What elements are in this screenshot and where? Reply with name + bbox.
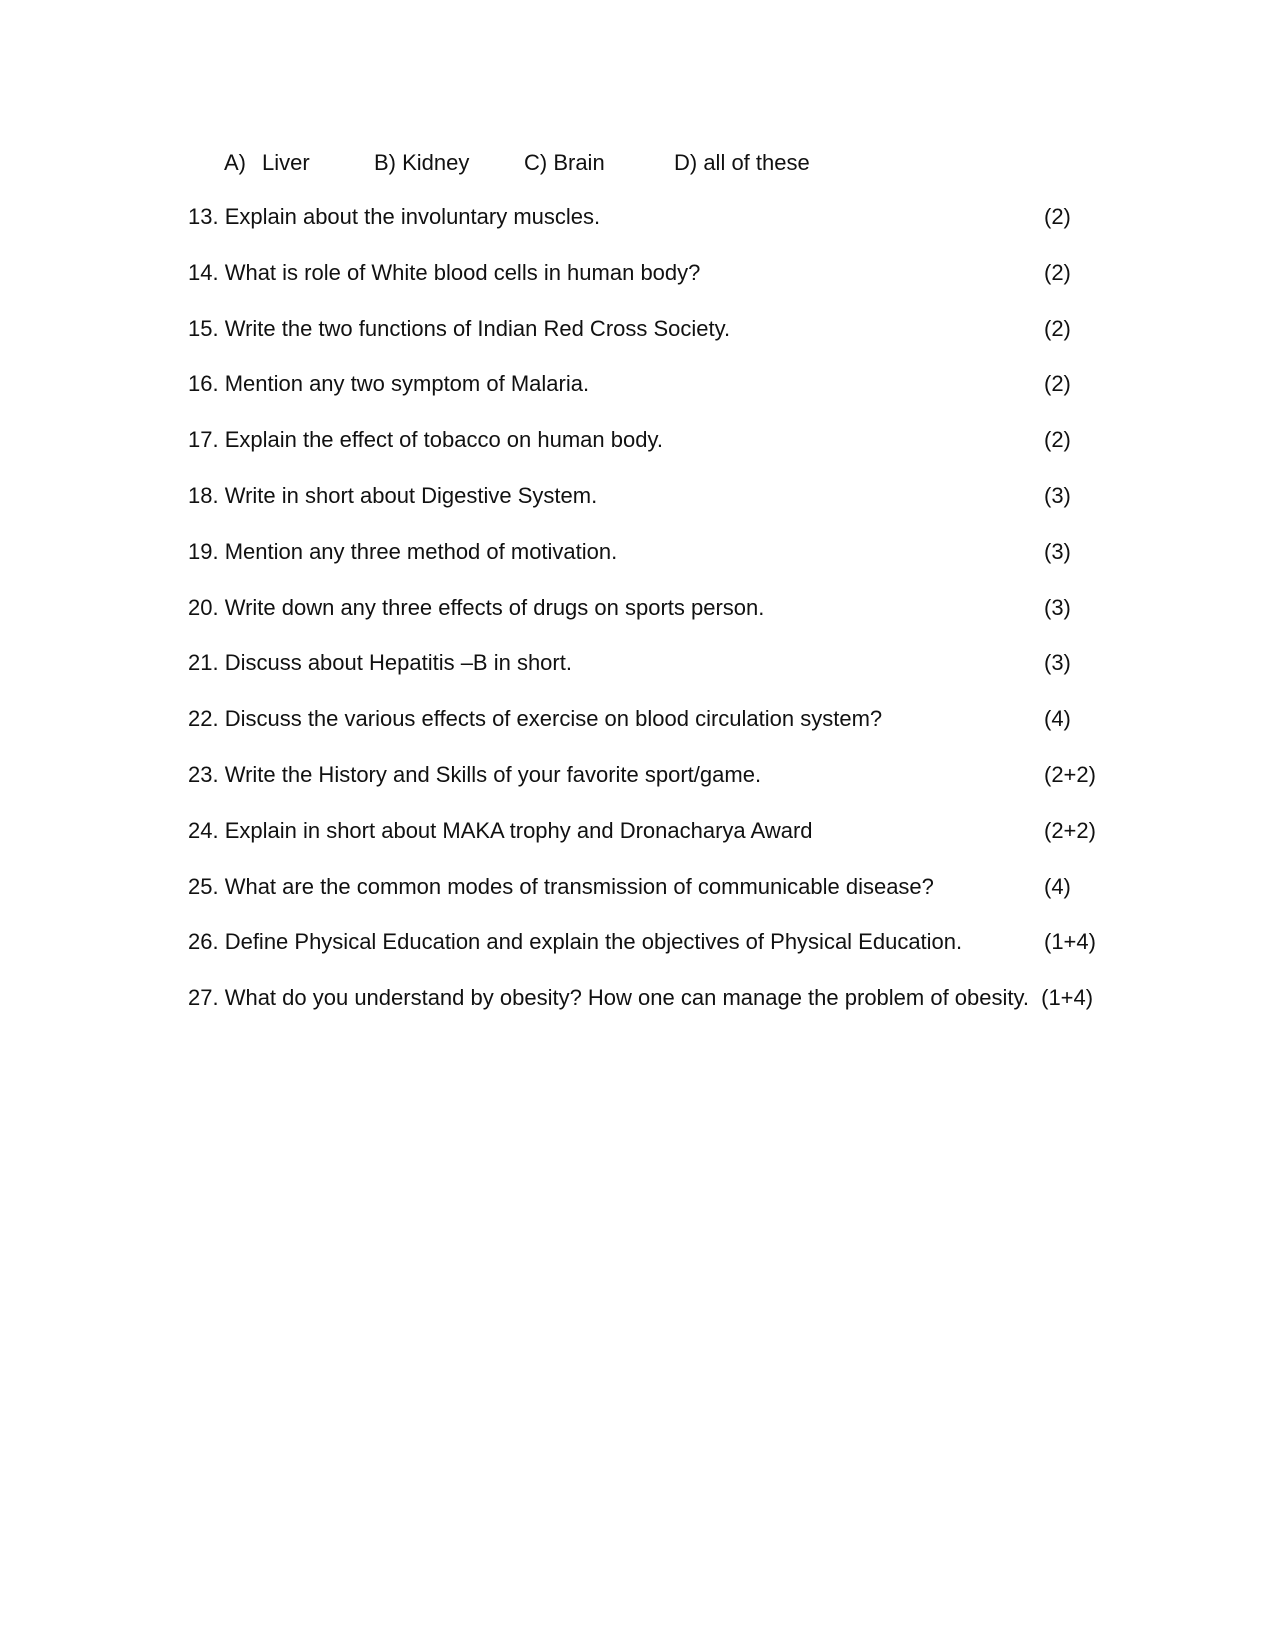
option-a-letter: A) [224,150,246,175]
question-text: 14. What is role of White blood cells in human body? [188,259,701,285]
question-marks: (2) [1044,371,1071,397]
question-marks: (1+4) [1041,985,1094,1011]
question-marks: (2+2) [1044,817,1096,843]
question-item [188,314,1188,370]
question-marks: (3) [1044,594,1071,620]
option-c: C) Brain [524,150,605,175]
question-item [188,537,1188,593]
question-item [188,481,1188,537]
question-item [188,425,1188,481]
question-marks: (1+4) [1044,929,1096,955]
question-text: 24. Explain in short about MAKA trophy and Dronacharya Award [188,817,813,843]
question-marks: (2) [1044,204,1071,229]
question-text: 15. Write the two functions of Indian Red Cross Society. [188,315,731,341]
question-list [188,202,1188,1039]
question-text: 20. Write down any three effects of drugs on sports person. [188,594,765,620]
question-item [188,872,1188,928]
question-item [188,816,1188,872]
question-text: 23. Write the History and Skills of your favorite sport/game. [188,761,762,787]
option-b: B) Kidney [374,150,470,175]
question-text: 18. Write in short about Digestive System. [188,482,598,508]
question-marks: (3) [1044,538,1071,564]
question-item [188,258,1188,314]
question-marks: (4) [1044,873,1071,899]
question-text: 21. Discuss about Hepatitis –B in short. [188,650,572,676]
question-marks: (2) [1044,315,1071,341]
question-marks: (3) [1044,650,1071,676]
question-text: 26. Define Physical Education and explain the objectives of Physical Education. [188,929,963,955]
option-a-text: Liver [262,150,310,175]
question-item [188,648,1188,704]
question-item [188,593,1188,649]
question-text: 17. Explain the effect of tobacco on human body. [188,427,663,453]
question-text: 22. Discuss the various effects of exercise on blood circulation system? [188,706,883,732]
question-text: 13. Explain about the involuntary muscles. [188,204,601,229]
question-item [188,369,1188,425]
question-marks: (2) [1044,427,1071,453]
question-item [188,202,1188,258]
question-text: 16. Mention any two symptom of Malaria. [188,371,590,397]
question-marks: (2) [1044,259,1071,285]
question-text: 27. What do you understand by obesity? How one can manage the problem of obesity. [188,985,1029,1011]
question-item [188,704,1188,760]
question-item [188,983,1188,1039]
question-marks: (2+2) [1044,761,1096,787]
question-marks: (4) [1044,706,1071,732]
option-d: D) all of these [674,150,810,175]
question-marks: (3) [1044,482,1071,508]
question-text: 25. What are the common modes of transmission of communicable disease? [188,873,934,899]
question-text: 19. Mention any three method of motivation. [188,538,618,564]
question-item [188,927,1188,983]
question-item [188,760,1188,816]
